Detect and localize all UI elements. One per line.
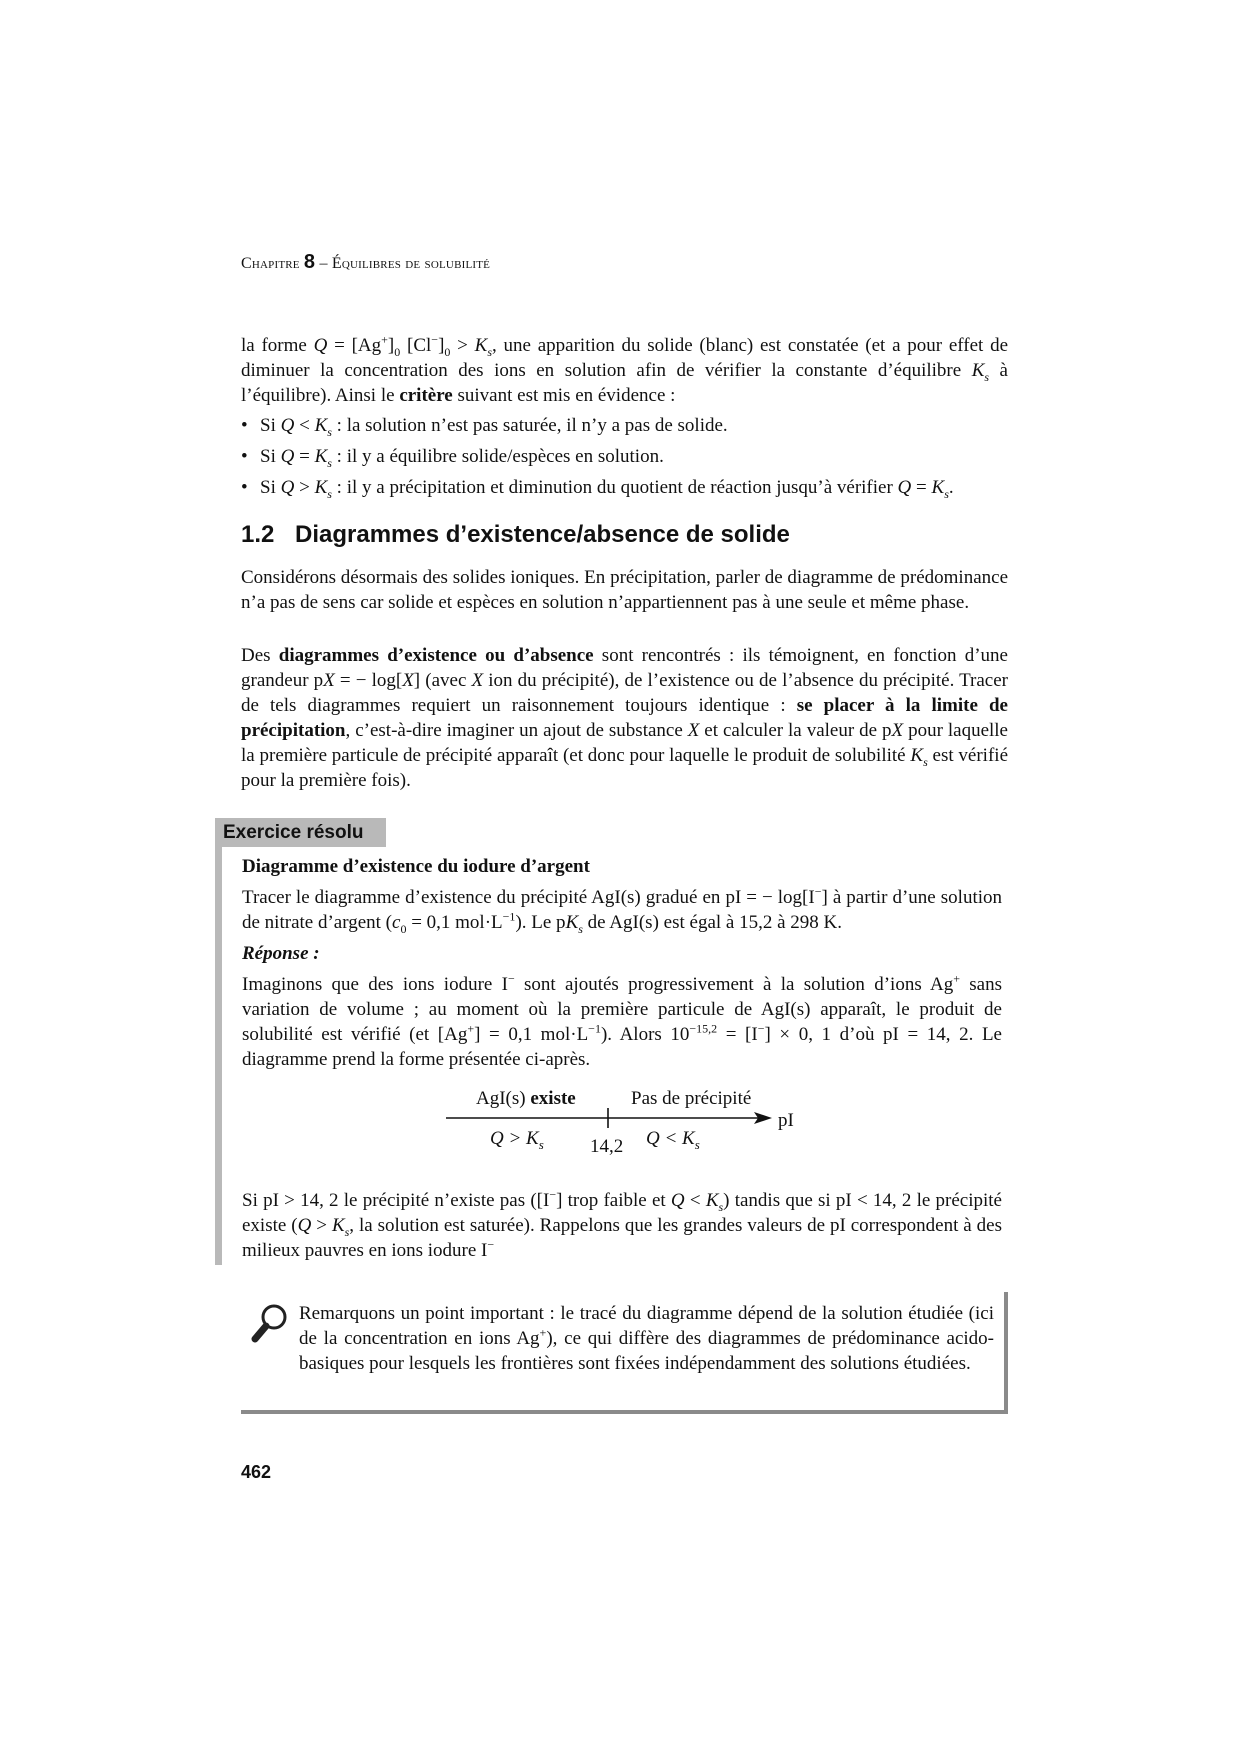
- paragraph: Considérons désormais des solides ioniques. En précipitation, parler de diagramme de prédominance n’a pas de sens car solide et espèces en solution n’appartiennent pas à une seule et même phase.: [241, 567, 1008, 613]
- chapter-word: Chapitre: [241, 255, 300, 272]
- section-title-text: Diagrammes d’existence/absence de solide: [295, 521, 790, 548]
- criterion-item: • Si $Q > K_s$ : il y a précipitation et diminution du quotient de réaction jusqu’à vérifier $Q = K_s$.: [241, 472, 1008, 503]
- intro-paragraph: la forme $Q = [Ag^+]_0$ $[Cl^-]_0 > K_s$, une apparition du solide (blanc) est constatée (et a pour effet de diminuer la concentration des ions en solution afin de vérifier la constante d’équilibre $K_s$ à l’équilibre). Ainsi le critère suivant est mis en évidence :: [241, 332, 1009, 406]
- chapter-title: Équilibres de solubilité: [331, 255, 491, 272]
- magnifier-icon: [251, 1302, 291, 1353]
- diagram-right-condition: $Q < K_s$: [646, 1128, 700, 1152]
- exercise-box: [242, 854, 1002, 1196]
- exercise-answer: Imaginons que des ions iodure I− sont ajoutés progressivement à la solution d’ions Ag+ sans variation de volume ; au moment où la première particule de AgI(s) apparaît, le produit de solubilité est vérifié (et [Ag+] = 0,1 $mol\cdot L^{-1}$). Alors $10^{-15,2} = [I^-] \times 0$, 1 d’où pI = 14, 2. Le diagramme prend la forme présentée ci-après.: [242, 971, 1002, 1070]
- remark-text: Remarquons un point important : le tracé du diagramme dépend de la solution étudiée (ici de la concentration en ions Ag+), ce qui diffère des diagrammes de prédominance acido-basiques pour lesquels les frontières sont fixées indépendamment des solutions étudiées.: [299, 1303, 994, 1374]
- reponse-label: Réponse :: [242, 943, 320, 964]
- critere-keyword: critère: [399, 385, 453, 406]
- exercise-statement: Tracer le diagramme d’existence du précipité AgI(s) gradué en pI = − log[I−] à partir d’une solution de nitrate d’argent ($c_0 = 0,1$ $mol\cdot L^{-1}$). Le $pK_s$ de AgI(s) est égal à 15,2 à 298 K.: [242, 884, 1002, 936]
- chapter-separator: –: [315, 255, 332, 272]
- diagram-right-label: Pas de précipité: [631, 1088, 752, 1109]
- section-number: 1.2: [241, 521, 275, 548]
- diagram-boundary-value: 14,2: [590, 1136, 624, 1157]
- running-header: [241, 250, 490, 276]
- exercise-label: Exercice résolu: [215, 818, 386, 847]
- exercise-conclusion: Si pI > 14, 2 le précipité n’existe pas ([I−] trop faible et $Q < K_s$) tandis que si pI < 14, 2 le précipité existe ($Q > K_s$, la solution est saturée). Rappelons que les grandes valeurs de pI correspondent à des milieux pauvres en ions iodure I−: [242, 1187, 1002, 1261]
- diagram-left-label: AgI(s) existe: [476, 1088, 576, 1109]
- exercise-sidebar-bar: [215, 847, 222, 1265]
- section-heading: [241, 522, 790, 547]
- chapter-number: 8: [303, 251, 316, 273]
- page-number: 462: [241, 1462, 272, 1482]
- criterion-item: • Si $Q = K_s$ : il y a équilibre solide/espèces en solution.: [241, 441, 1008, 472]
- exercise-title: Diagramme d’existence du iodure d’argent: [242, 856, 590, 877]
- existence-diagram-svg: [242, 1078, 1002, 1196]
- diagram-axis-label: pI: [778, 1110, 794, 1131]
- criterion-item: • Si $Q < K_s$ : la solution n’est pas saturée, il n’y a pas de solide.: [241, 410, 1008, 441]
- existence-diagram: [242, 1078, 1002, 1196]
- criteria-list: [241, 410, 1008, 503]
- remark-box: [241, 1292, 1008, 1414]
- diagram-left-condition: $Q > K_s$: [490, 1128, 544, 1152]
- paragraph: Des diagrammes d’existence ou d’absence sont rencontrés : ils témoignent, en fonction d’une grandeur pX = − log[X] (avec X ion du précipité), de l’existence ou de l’absence du précipité. Tracer de tels diagrammes requiert un raisonnement toujours identique : se placer à la limite de précipitation, c’est-à-dire imaginer un ajout de substance X et calculer la valeur de pX pour laquelle la première particule de précipité apparaît (et donc pour laquelle le produit de solubilité $K_s$ est vérifié pour la première fois).: [241, 645, 1008, 791]
